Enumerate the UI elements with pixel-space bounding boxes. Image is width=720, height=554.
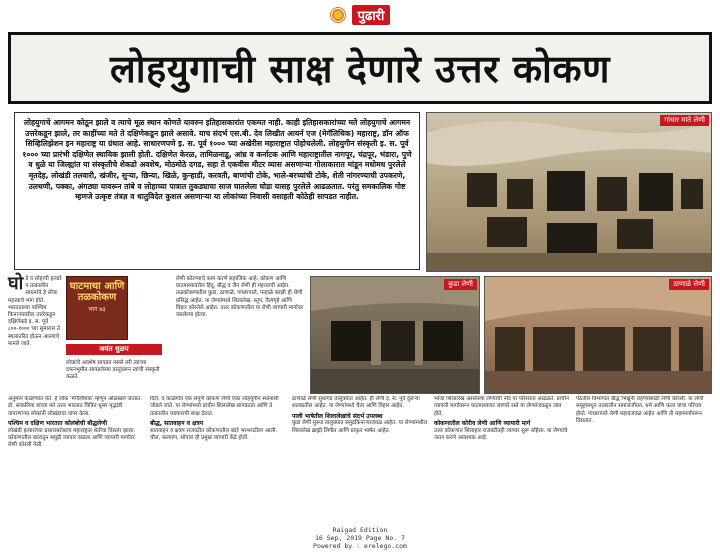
author-byline: जयंत धुळप bbox=[66, 344, 162, 355]
body-text-4b: उत्तर कोकणात शिलाहार राजवटीतही व्यापार सुरू राहिला. या लेण्यांचे जतन करणे आवश्यक आहे. bbox=[434, 427, 568, 442]
photo-label-top: गांधार माते लेणी bbox=[660, 115, 709, 126]
edition-name: Raigad Edition bbox=[332, 526, 388, 534]
body-columns bbox=[8, 396, 712, 524]
headline: लोहयुगाची साक्ष देणारे उत्तर कोकण bbox=[109, 47, 611, 91]
body-text-2b: सातवाहन व क्षत्रप राजवटीत कोकणातील बंदरे भरभराटीला आली. चौल, कल्याण, सोपारा ही प्रमुख व्यापारी केंद्रे होती. bbox=[150, 427, 278, 442]
photo-label-right: ठाणाळे लेणी bbox=[669, 279, 709, 290]
body-column-5 bbox=[576, 396, 712, 524]
drop-cap: घो bbox=[8, 273, 24, 294]
intro-box bbox=[14, 112, 420, 270]
cave-photo-right bbox=[484, 276, 712, 394]
cave-photo-mid bbox=[310, 276, 480, 394]
body-text-2: दिले, व काळेगाँव एक संपूर्ण कोकण लेणी एका लोहयुगीन स्थानाशी जोडले जाते. या लेण्यांमध्ये प्राचीन शिलालेख सापडतात आणि ते तत्कालीन व्यापाराची साक्ष देतात. bbox=[150, 396, 279, 417]
intro-paragraph: लोहयुगाचे आगमन कोठून झाले व त्याचे मूळ स्थान कोणते यावरुन इतिहासकारांत एकमत नाही. काही इतिहासकारांच्या मते लोहयुगाचे आगमन उत्तरेकडून झाले, तर काहींच्या मते ते दक्षिणेकडून झाले असावे. याच संदर्भ एस.बी. देव लिखीत आयर्न एज (मेगॅलिथिक) महाराष्ट्र, डॉन ऑफ सिव्हिलिझेशन इन महाराष्ट्र या ग्रंथात आहे. साधारणपणे इ. स. पूर्व १००० च्या अखेरीस महाराष्ट्रात पोहोचलेली. लोहयुगीन संस्कृती इ. स. पूर्व १००० च्या प्रारंभी दक्षिणेत स्थायिक झाली होती. दक्षिणेत केरळ, तामिळनाडू, आंध्र व कर्नाटक आणि महाराष्ट्रातील नागपूर, चंद्रपूर, भंडारा, पुणे व धुळे या जिल्ह्यांत या संस्कृतीचे शेकडो अवशेष, मोठमोठे दगड, सहा ते एकवीस मीटर व्यास असणाऱ्या गोलाकारात मांडून मधोमध पुरलेले मृतदेह, लोखंडी तलवारी, खंजीर, सुऱ्या, छिन्या, खिळे, कुऱ्हाडी, करवती, बाणांची टोके, भाले-बरच्यांची टोके, शेती नांगरण्याची उपकरणे, उलथणी, पक्का, अंगठ्या यावरून तांबे व लोहाच्या पात्रात तुकड्याचा साज घातलेला घोडा यासह पुरलेले आढळतात. परंतु समकालिक गोष्ट म्हणजे उत्कृष्ट तंत्रज्ञ व धातुविदेत कुशल असणाऱ्या या लोकांच्या निवासी वसाहती कोठेही सापडत नाहीत. bbox=[22, 118, 412, 202]
subhead-4: कोकणातील कोरीव लेणी आणि व्यापारी मार्ग bbox=[434, 420, 531, 428]
rock-cave-illustration bbox=[311, 277, 480, 394]
photo-label-mid: कुडा लेणी bbox=[444, 279, 477, 290]
column-badge-subtitle: भाग ७३ bbox=[88, 306, 106, 313]
body-text-3b: कुडा लेणी मुरूड तालुक्यात समुद्रकिनाऱ्याजवळ आहेत. या लेण्यांमधील शिलालेख ब्राह्मी लिपीत आणि प्राकृत भाषेत आहेत. bbox=[292, 420, 428, 434]
body-text-1: अनुमान काढण्यात येते. हे लोक 'मेगॅलिथिक' म्हणून ओळखले जातात. डॉ. सांकलिया यांच्या मते उत्तर भारतात चित्रित धूसर मृद्भांडी वापरणाऱ्या लोकांनी लोखंडाचा वापर केला. bbox=[8, 396, 143, 417]
sidebar-column-3 bbox=[176, 276, 304, 394]
body-text-4: भोजा शिलालेख असलेल्या लेण्यांची नोंद या परिसरात आढळते. प्राचीन व्यापारी मार्गांवरून घाटमाथ्यावर जाणारे रस्ते या लेण्यांजवळून जात होते. bbox=[434, 396, 569, 417]
sidebar-text-2: लोकांचे अवशेष सापडत नसले तरी त्यांच्या दफनभूमीत सापडलेल्या वस्तूंवरून त्यांची संस्कृती कळते. bbox=[66, 360, 160, 381]
body-column-2 bbox=[150, 396, 286, 524]
subhead-2: बौद्ध, सातवाहन व क्षत्रप bbox=[150, 420, 204, 428]
sun-logo-icon bbox=[330, 7, 346, 23]
body-text-3: ठाणाळे लेणी सुधागड तालुक्यात आहेत. ही लेणी इ. स. पूर्व दुसऱ्या शतकातील आहेत. या लेण्यांमध्ये चैत्य आणि विहार आहेत. bbox=[292, 396, 420, 410]
body-text-1b: लोखंडी हत्यारांच्या प्रसाराबरोबरच महाराष्ट्रात शेतीचा विस्तार झाला. कोकणातील बंदरांतून समुद्री व्यापार वाढला आणि व्यापारी मार्गांवर लेणी कोरली गेली. bbox=[8, 427, 136, 449]
body-column-1 bbox=[8, 396, 144, 524]
masthead bbox=[0, 0, 720, 30]
powered-by: Powered by : erelego.com bbox=[313, 542, 407, 550]
column-badge bbox=[66, 276, 128, 340]
sidebar-text-3: लेणी कोरण्याचे काम करणे सहाजिक आहे. कोकण आणि घाटमाथ्यावरील हिंदू, बौद्ध व जैन लेणी ही महत्त्वाची आहेत. तळकोकणातील कुडा, ठाणाळे, गांधारपाले, पन्हाळे काझी ही लेणी प्रसिद्ध आहेत. या लेण्यांमध्ये शिलालेख, स्तूप, चैत्यगृहे आणि विहार कोरलेले आहेत. उत्तर कोकणातील या लेणी व्यापारी मार्गावर वसलेल्या होत्या. bbox=[176, 276, 303, 319]
edition-date-page: 16 Sep, 2019 Page No. 7 bbox=[314, 534, 405, 542]
newspaper-logo: पुढारी bbox=[352, 5, 391, 25]
headline-box bbox=[8, 32, 712, 104]
body-text-5: पेठेतील विभागात बौद्ध भिक्षूंनी राहण्यासाठी लेणी कोरली. या लेणी समूहांमधून तत्कालीन समाजजीवन, धर्म आणि कला यांचा परिचय होतो. गांधारपाले लेणी महाडजवळ आहेत आणि ती महामार्गावरून दिसतात. bbox=[576, 396, 704, 425]
cave-facade-illustration bbox=[427, 113, 712, 272]
subhead-1: पश्चिम व दक्षिण भारतात कोलंबोची बौद्धलेणी bbox=[8, 420, 107, 428]
sidebar-text-1: डे व लोहाची हत्यारे व तत्कालीन साधनांचे हे लोक महत्त्वाचे भाग होते. भारतातल्या पाश्चिम किनाऱ्यावरील उत्तरेकडून दक्षिणेकडे इ. स. पूर्व ८००-१००० च्या सुमारास ते स्थलांतरित होऊन आल्याचे मानले जाते. bbox=[8, 276, 62, 347]
column-badge-title: घाटमाथा आणि तळकोकण bbox=[69, 281, 125, 303]
cave-interior-illustration bbox=[485, 277, 712, 394]
sidebar-column-1 bbox=[8, 273, 62, 412]
edition-footer bbox=[0, 526, 720, 554]
cave-photo-top bbox=[426, 112, 712, 272]
body-column-4 bbox=[434, 396, 570, 524]
subhead-3: पाली भाषेतील शिलालेखांचे संदर्भ उपलब्ध bbox=[292, 412, 383, 420]
body-column-3 bbox=[292, 396, 428, 524]
